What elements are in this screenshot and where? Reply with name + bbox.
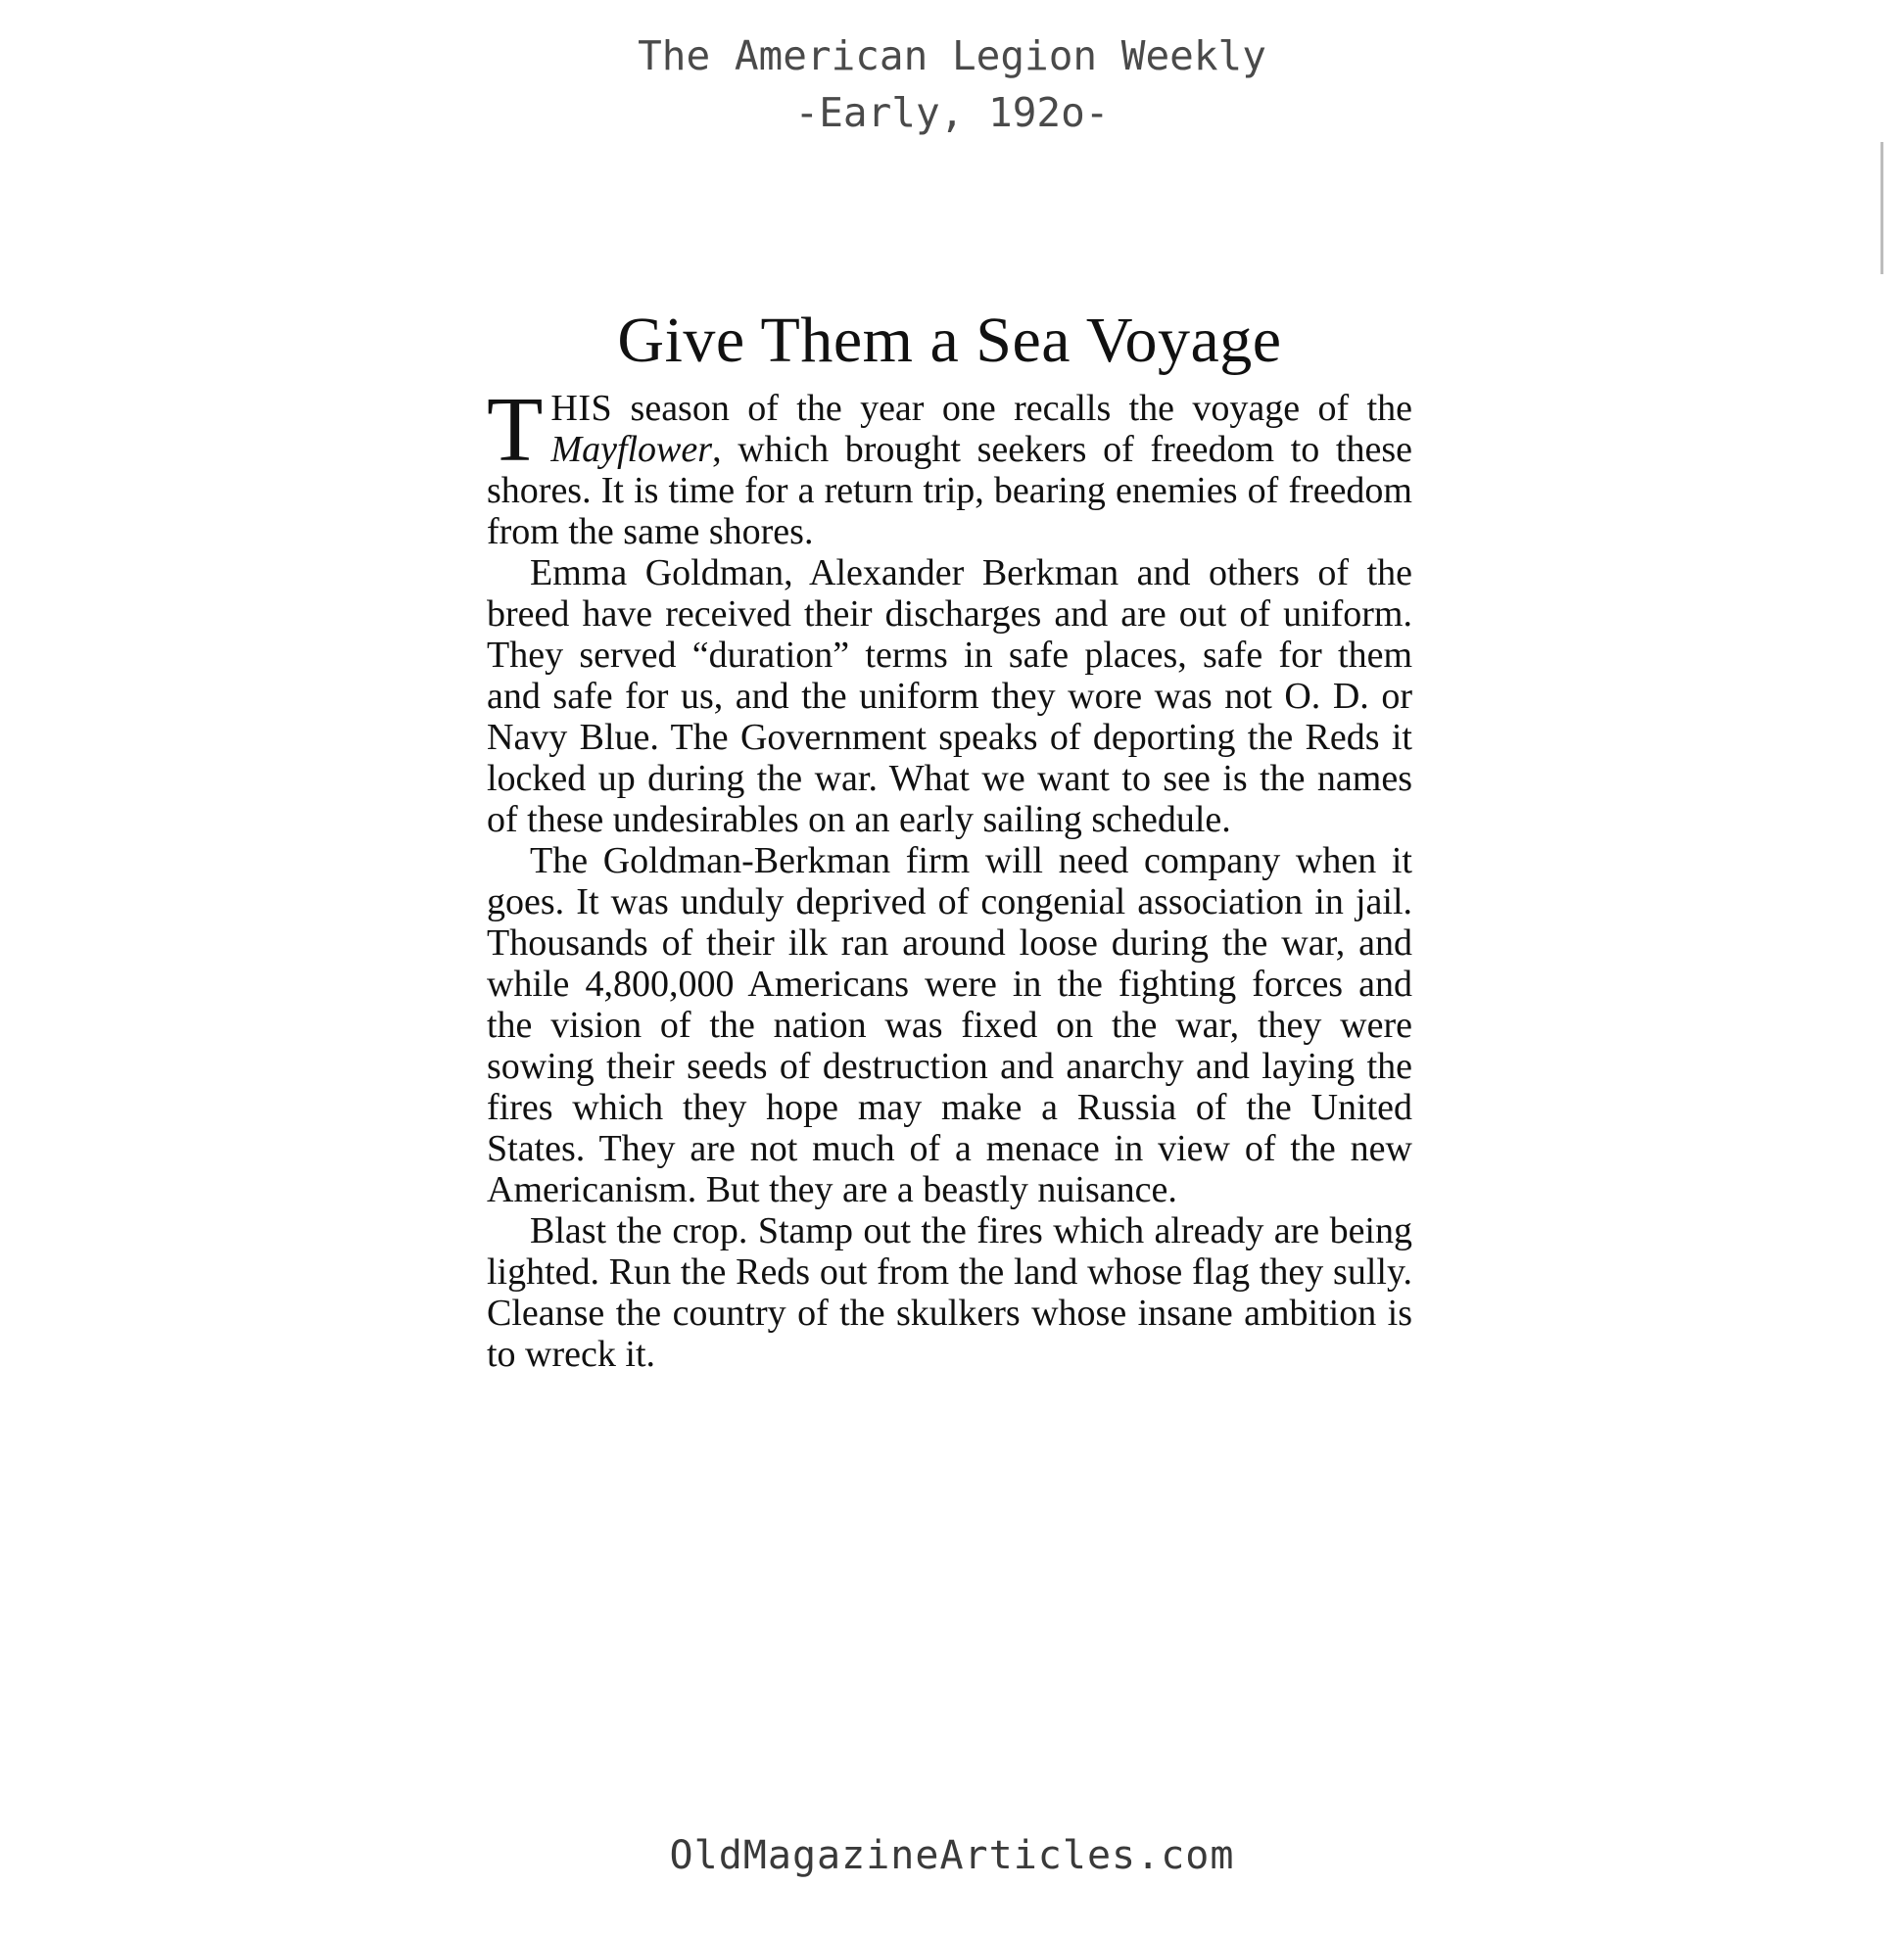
- page-header: [0, 27, 1904, 141]
- ship-name: Mayflower: [550, 429, 713, 470]
- paragraph-2: Emma Goldman, Alexander Berkman and others of the breed have received their discharges and are out of uniform. They served “duration” terms in safe places, safe for them and safe for us, and the uniform they wore was not O. D. or Navy Blue. The Government speaks of deporting the Reds it locked up during the war. What we want to see is the names of these undesirables on an early sailing schedule.: [487, 552, 1412, 840]
- paragraph-4: Blast the crop. Stamp out the fires which already are being lighted. Run the Reds out from the land whose flag they sully. Cleanse the country of the skulkers whose insane ambition is to wreck it.: [487, 1210, 1412, 1375]
- lead-caps: HIS: [550, 388, 613, 429]
- paragraph-3: The Goldman-Berkman firm will need company when it goes. It was unduly deprived of congenial association in jail. Thousands of their ilk ran around loose during the war, and while 4,800,000 Americans were in the fighting forces and the vision of the nation was fixed on the war, they were sowing their seeds of destruction and anarchy and laying the fires which they hope may make a Russia of the United States. They are not much of a menace in view of the new Americanism. But they are a beastly nuisance.: [487, 840, 1412, 1210]
- paragraph-1: [487, 379, 1412, 552]
- article-title: Give Them a Sea Voyage: [617, 305, 1282, 376]
- article: [487, 302, 1412, 1375]
- publication-date: -Early, 192o-: [794, 89, 1110, 136]
- paragraph-1-text-b: , which brought seekers of freedom to these shores. It is time for a return trip, bearing enemies of freedom from the same shores.: [487, 429, 1412, 552]
- drop-cap: T: [487, 379, 544, 481]
- scan-edge-mark: [1880, 142, 1883, 274]
- paragraph-1-text-a: season of the year one recalls the voyage of the: [612, 388, 1412, 429]
- publication-name: The American Legion Weekly: [638, 32, 1266, 79]
- source-site: OldMagazineArticles.com: [669, 1833, 1235, 1878]
